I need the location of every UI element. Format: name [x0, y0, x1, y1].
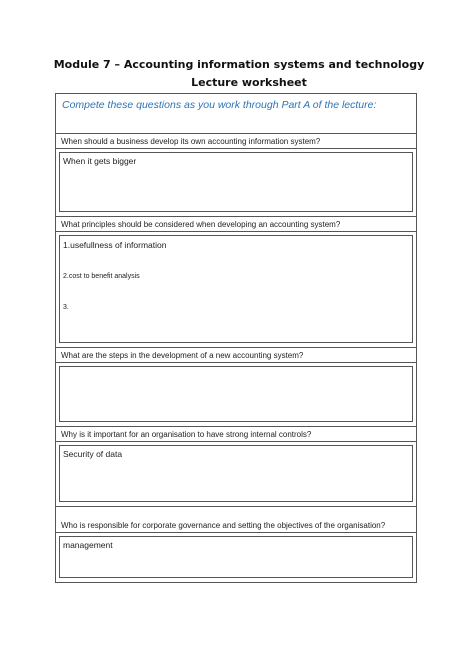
answer-box-2[interactable] — [59, 235, 413, 343]
answer-line: 3. — [63, 304, 69, 311]
answer-box-4[interactable] — [59, 445, 413, 502]
answer-line: 2.cost to benefit analysis — [63, 273, 140, 280]
document-subtitle: Lecture worksheet — [191, 76, 307, 89]
question-text: What principles should be considered when developing an accounting system? — [61, 220, 341, 229]
answer-box-5[interactable] — [59, 536, 413, 578]
question-row-3 — [56, 348, 416, 363]
answer-cell-1 — [56, 149, 416, 217]
worksheet-table — [55, 93, 417, 583]
answer-cell-5 — [56, 533, 416, 583]
answer-line: 1.usefullness of information — [63, 240, 167, 250]
question-row-1 — [56, 134, 416, 149]
question-row-4 — [56, 427, 416, 442]
answer-cell-2 — [56, 232, 416, 348]
question-row-2 — [56, 217, 416, 232]
instruction-row — [56, 94, 416, 134]
question-row-5 — [56, 507, 416, 533]
document-title: Module 7 – Accounting information systems and technology — [53, 58, 425, 71]
question-text: What are the steps in the development of a new accounting system? — [61, 351, 304, 360]
answer-cell-3 — [56, 363, 416, 427]
answer-cell-4 — [56, 442, 416, 507]
answer-box-3[interactable] — [59, 366, 413, 422]
answer-text: management — [63, 540, 113, 550]
answer-text: Security of data — [63, 449, 123, 459]
question-text: When should a business develop its own accounting information system? — [61, 137, 321, 146]
answer-box-1[interactable] — [59, 152, 413, 212]
question-text: Who is responsible for corporate governance and setting the objectives of the organisation? — [61, 521, 386, 530]
answer-text: When it gets bigger — [63, 156, 137, 166]
instruction-text: Compete these questions as you work through Part A of the lecture: — [62, 99, 377, 111]
question-text: Why is it important for an organisation to have strong internal controls? — [61, 430, 312, 439]
